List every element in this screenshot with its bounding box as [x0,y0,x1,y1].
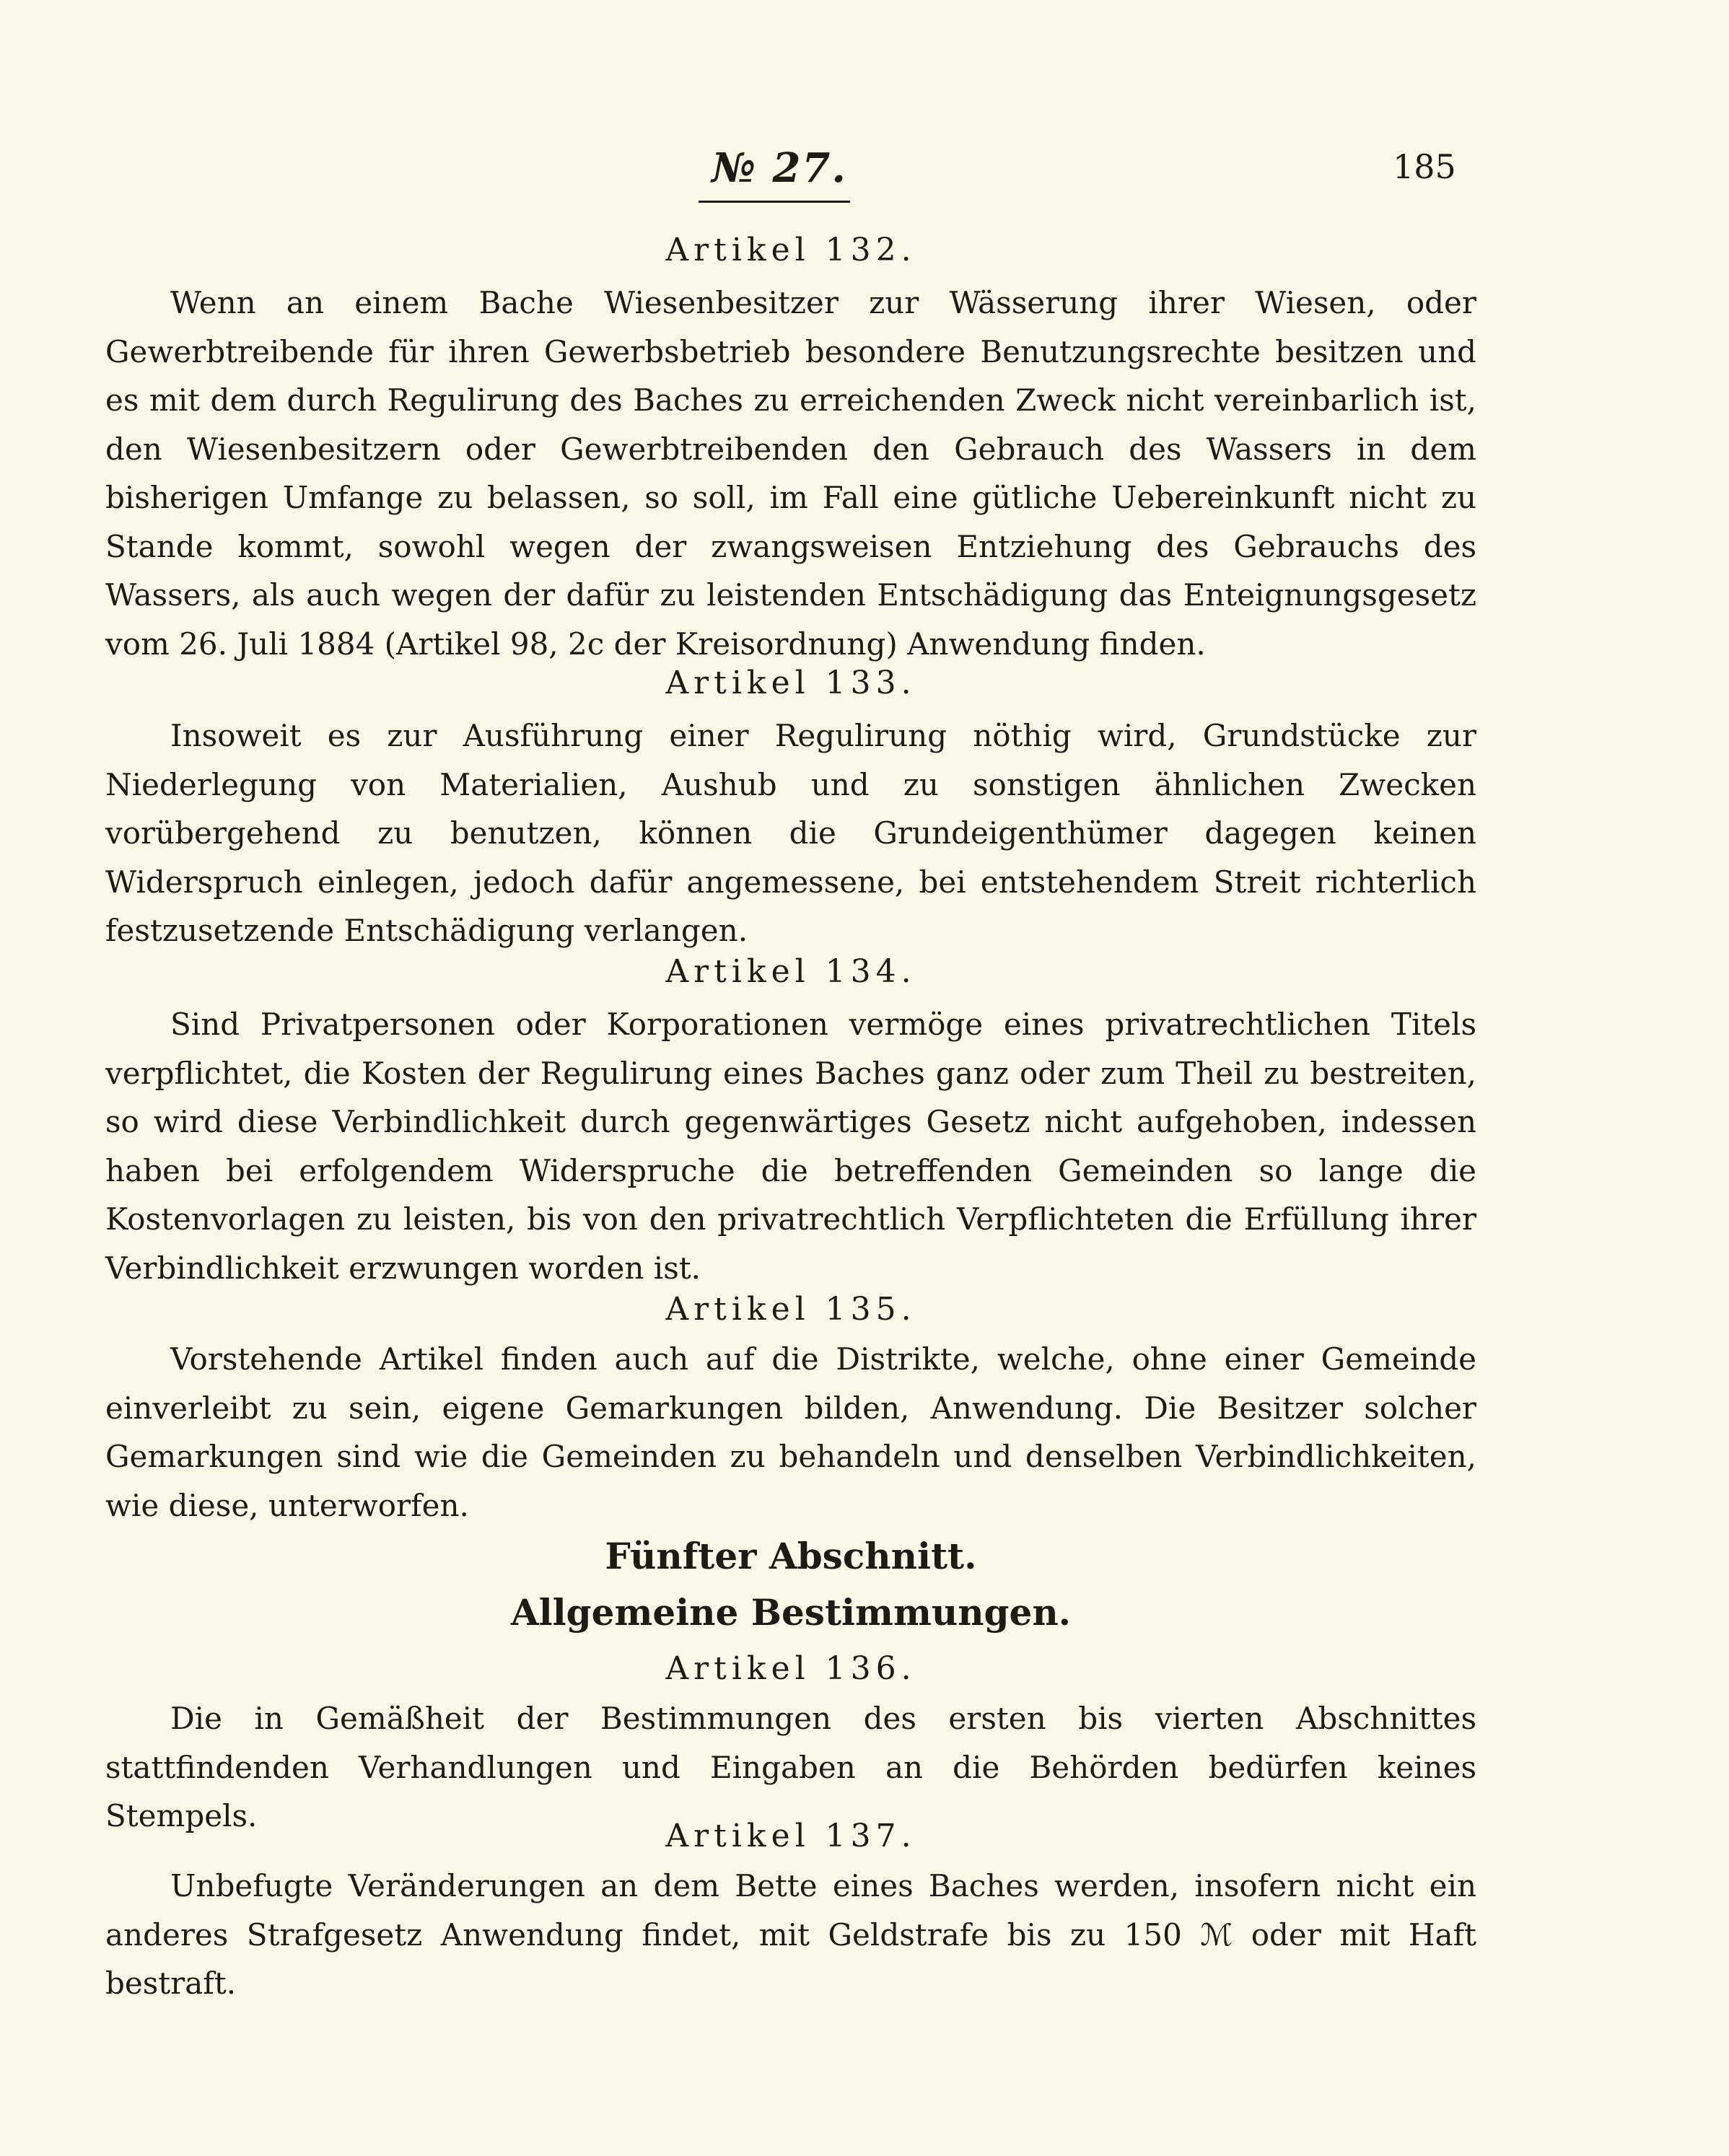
page-header [0,144,1729,209]
article-135 [105,1289,1476,1530]
article-136 [105,1648,1476,1841]
article-title: Artikel 137. [665,1818,916,1854]
article-text: Wenn an einem Bache Wiesenbesitzer zur Wässerung ihrer Wiesen, oder Gewerbtreibende für ihren Gewerbsbetrieb besondere Benutzungsrechte besitzen und es mit dem durch Regulirung des Baches zu erreichenden Zweck nicht vereinbarlich ist, den Wiesenbesitzern oder Gewerbtreibenden den Gebrauch des Wassers in dem bisherigen Umfange zu belassen, so soll, im Fall eine gütliche Uebereinkunft nicht zu Stande kommt, sowohl wegen der zwangsweisen Entziehung des Gebrauchs des Wassers, als auch wegen der dafür zu leistenden Entschädigung das Enteignungsgesetz vom 26. Juli 1884 (Artikel 98, 2c der Kreisordnung) Anwendung finden. [105,285,1476,662]
article-text: Insoweit es zur Ausführung einer Regulirung nöthig wird, Grundstücke zur Niederlegung von Materialien, Aushub und zu sonstigen ähnlichen Zwecken vorübergehend zu benutzen, können die Grundeigenthümer dagegen keinen Widerspruch einlegen, jedoch dafür angemessene, bei entstehendem Streit richterlich festzusetzende Entschädigung verlangen. [105,718,1476,948]
article-137 [105,1815,1476,2008]
article-text: Vorstehende Artikel finden auch auf die Distrikte, welche, ohne einer Gemeinde einverleibt zu sein, eigene Gemarkungen bilden, Anwendung. Die Besitzer solcher Gemarkungen sind wie die Gemeinden zu behandeln und denselben Verbindlichkeiten, wie diese, unterworfen. [105,1341,1476,1523]
article-title: Artikel 134. [665,953,916,990]
issue-number: № 27. [712,144,847,192]
article-134 [105,951,1476,1292]
article-text: Unbefugte Veränderungen an dem Bette eines Baches werden, insofern nicht ein anderes Strafgesetz Anwendung findet, mit Geldstrafe bis zu 150 ℳ oder mit Haft bestraft. [105,1868,1476,2001]
header-underline [699,201,850,203]
article-133 [105,662,1476,955]
article-title: Artikel 133. [665,665,916,701]
article-text: Sind Privatpersonen oder Korporationen vermöge eines privatrechtlichen Titels verpflichtet, die Kosten der Regulirung eines Baches ganz oder zum Theil zu bestreiten, so wird diese Verbindlichkeit durch gegenwärtiges Gesetz nicht aufgehoben, indessen haben bei erfolgendem Widerspruche die betreffenden Gemeinden so lange die Kostenvorlagen zu leisten, bis von den privatrechtlich Verpflichteten die Erfüllung ihrer Verbindlichkeit erzwungen worden ist. [105,1007,1476,1286]
section-block [105,1528,1476,1641]
section-heading: Fünfter Abschnitt. [605,1535,977,1577]
article-text: Die in Gemäßheit der Bestimmungen des ersten bis vierten Abschnittes stattfindenden Verhandlungen und Eingaben an die Behörden bedürfen keines Stempels. [105,1701,1476,1833]
article-title: Artikel 135. [665,1291,916,1328]
page-number: 185 [1393,147,1456,186]
article-132 [105,229,1476,668]
article-title: Artikel 132. [665,232,916,268]
section-subheading: Allgemeine Bestimmungen. [510,1591,1072,1634]
article-title: Artikel 136. [665,1650,916,1687]
